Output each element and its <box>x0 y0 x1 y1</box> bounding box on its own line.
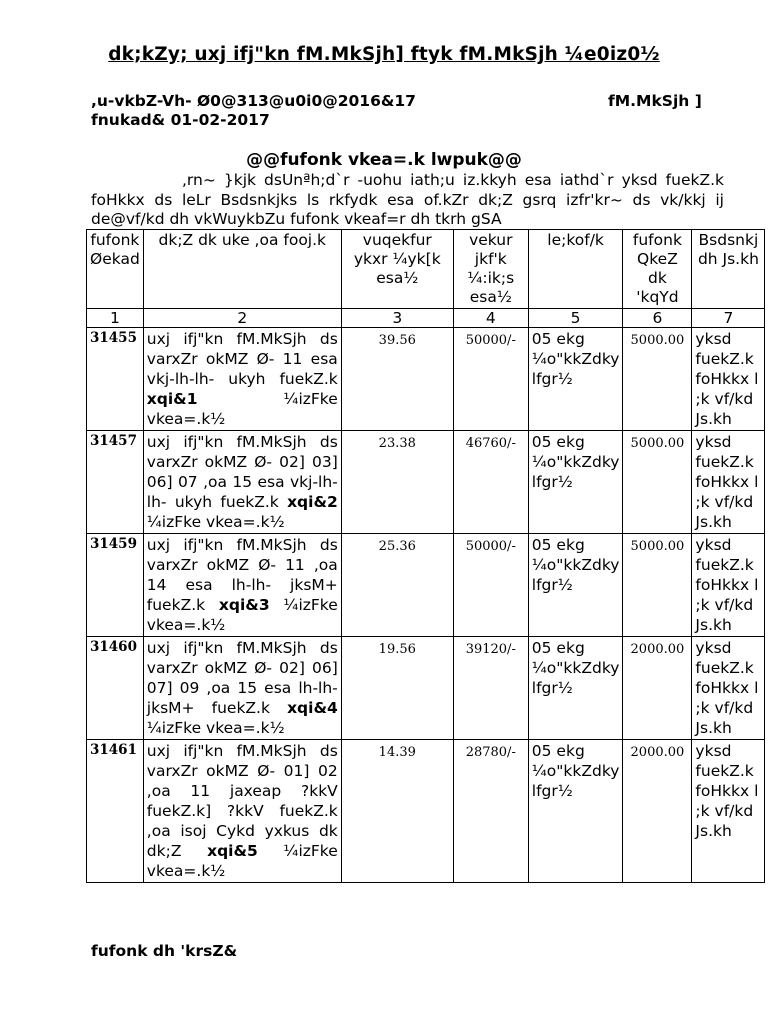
completion-period: 05 ekg ¼o"kkZdky lfgr½ <box>528 740 623 883</box>
tender-number: 31455 <box>87 328 144 431</box>
work-description-text: uxj ifj"kn fM.MkSjh ds varxZr okMZ Ø- 11 esa vkj-lh-lh- ukyh fuekZ.k <box>146 330 338 388</box>
table-row <box>87 431 765 534</box>
col-header-form-fee: fufonk QkeZ dk 'kqYd <box>623 230 692 309</box>
deposit-amount: 50000/- <box>453 534 528 637</box>
notice-paragraph: ,rn~ }kjk dsUnªh;d`r -uohu iath;u iz.kkyh esa iathd`r yksd fuekZ.k foHkkx ds leLr Bsdsnkjks ls rkfydk esa of.kZr dk;Z gsrq izfr'kr~ ds vk/kkj ij de@vf/kd dh vkWuykbZu fufonk vkeaf=r dh tkrh gSA <box>91 171 724 228</box>
tender-number: 31461 <box>87 740 144 883</box>
form-fee: 2000.00 <box>623 740 692 883</box>
completion-period: 05 ekg ¼o"kkZdky lfgr½ <box>528 534 623 637</box>
work-description <box>143 328 341 431</box>
office-name: fM.MkSjh ] <box>608 92 702 110</box>
table-row <box>87 637 765 740</box>
work-description-suffix: ¼izFke vkea=.k½ <box>146 596 338 634</box>
contractor-class: yksd fuekZ.k foHkkx l ;k vf/kd Js.kh <box>692 328 765 431</box>
work-group: xqi&3 <box>218 596 270 614</box>
notice-heading: @@fufonk vkea=.k lwpuk@@ <box>246 150 522 170</box>
contractor-class: yksd fuekZ.k foHkkx l ;k vf/kd Js.kh <box>692 637 765 740</box>
table-row <box>87 328 765 431</box>
contractor-class: yksd fuekZ.k foHkkx l ;k vf/kd Js.kh <box>692 534 765 637</box>
col-header-period: le;kof/k <box>528 230 623 309</box>
work-description-suffix: ¼izFke vkea=.k½ <box>146 513 285 531</box>
column-number: 1 <box>87 309 144 328</box>
work-description-suffix: ¼izFke vkea=.k½ <box>146 842 338 880</box>
document-title: dk;kZy; uxj ifj"kn fM.MkSjh] ftyk fM.MkSjh ¼e0iz0½ <box>108 44 660 65</box>
reference-number: ,u-vkbZ-Vh- Ø0@313@u0i0@2016&17 <box>91 92 416 110</box>
col-header-tender-no: fufonk Øekad <box>87 230 144 309</box>
contractor-class: yksd fuekZ.k foHkkx l ;k vf/kd Js.kh <box>692 740 765 883</box>
work-description <box>143 534 341 637</box>
work-description <box>143 637 341 740</box>
col-header-contractor-class: Bsdsnkj dh Js.kh <box>692 230 765 309</box>
table-header-row <box>87 230 765 309</box>
column-number: 3 <box>341 309 453 328</box>
completion-period: 05 ekg ¼o"kkZdky lfgr½ <box>528 328 623 431</box>
col-header-work-name: dk;Z dk uke ,oa fooj.k <box>143 230 341 309</box>
deposit-amount: 46760/- <box>453 431 528 534</box>
work-group: xqi&1 <box>146 390 198 408</box>
notice-date: fnukad& 01-02-2017 <box>91 111 270 129</box>
deposit-amount: 50000/- <box>453 328 528 431</box>
tender-table <box>86 229 765 883</box>
tender-number: 31460 <box>87 637 144 740</box>
deposit-amount: 28780/- <box>453 740 528 883</box>
form-fee: 5000.00 <box>623 534 692 637</box>
work-description-suffix: ¼izFke vkea=.k½ <box>146 390 338 428</box>
table-row <box>87 740 765 883</box>
work-description <box>143 740 341 883</box>
work-group: xqi&2 <box>287 493 338 511</box>
column-number: 5 <box>528 309 623 328</box>
completion-period: 05 ekg ¼o"kkZdky lfgr½ <box>528 431 623 534</box>
estimated-cost: 14.39 <box>341 740 453 883</box>
work-description-suffix: ¼izFke vkea=.k½ <box>146 719 285 737</box>
work-description-text: uxj ifj"kn fM.MkSjh ds varxZr okMZ Ø- 11 ,oa 14 esa lh-lh- jksM+ fuekZ.k <box>146 536 338 614</box>
completion-period: 05 ekg ¼o"kkZdky lfgr½ <box>528 637 623 740</box>
work-group: xqi&5 <box>207 842 258 860</box>
column-number-row <box>87 309 765 328</box>
column-number: 2 <box>143 309 341 328</box>
terms-heading: fufonk dh 'krsZ& <box>91 942 238 960</box>
estimated-cost: 39.56 <box>341 328 453 431</box>
contractor-class: yksd fuekZ.k foHkkx l ;k vf/kd Js.kh <box>692 431 765 534</box>
column-number: 6 <box>623 309 692 328</box>
col-header-estimated-cost: vuqekfur ykxr ¼yk[k esa½ <box>341 230 453 309</box>
deposit-amount: 39120/- <box>453 637 528 740</box>
estimated-cost: 25.36 <box>341 534 453 637</box>
work-group: xqi&4 <box>287 699 338 717</box>
work-description <box>143 431 341 534</box>
tender-number: 31459 <box>87 534 144 637</box>
work-description-text: uxj ifj"kn fM.MkSjh ds varxZr okMZ Ø- 01] 02 ,oa 11 jaxeap ?kkV fuekZ.k] ?kkV fuekZ.k ,oa isoj Cykd yxkus dk dk;Z <box>146 742 338 860</box>
work-description-text: uxj ifj"kn fM.MkSjh ds varxZr okMZ Ø- 02] 06] 07] 09 ,oa 15 esa lh-lh- jksM+ fuekZ.k <box>146 639 338 717</box>
estimated-cost: 19.56 <box>341 637 453 740</box>
column-number: 4 <box>453 309 528 328</box>
form-fee: 2000.00 <box>623 637 692 740</box>
column-number: 7 <box>692 309 765 328</box>
work-description-text: uxj ifj"kn fM.MkSjh ds varxZr okMZ Ø- 02] 03] 06] 07 ,oa 15 esa vkj-lh-lh- ukyh fuekZ.k <box>146 433 338 511</box>
form-fee: 5000.00 <box>623 328 692 431</box>
table-row <box>87 534 765 637</box>
tender-number: 31457 <box>87 431 144 534</box>
col-header-deposit: vekur jkf'k ¼:ik;s esa½ <box>453 230 528 309</box>
form-fee: 5000.00 <box>623 431 692 534</box>
estimated-cost: 23.38 <box>341 431 453 534</box>
